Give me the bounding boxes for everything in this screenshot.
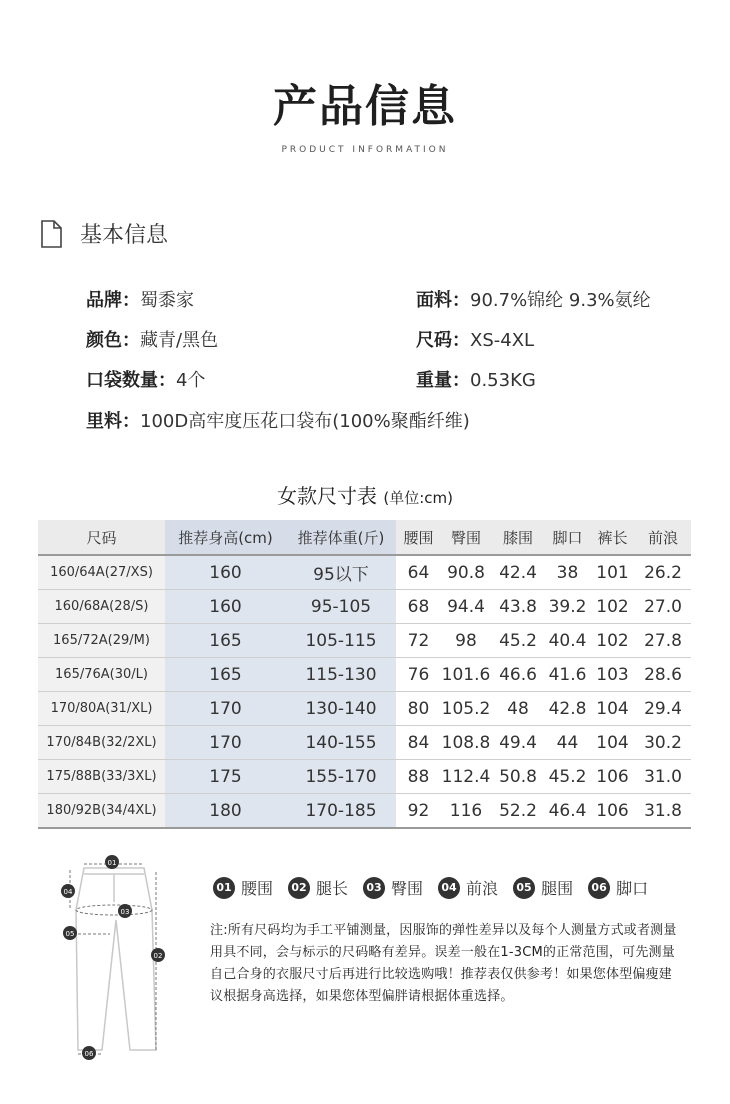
size-table bbox=[38, 520, 691, 829]
table-cell: 46.4 bbox=[545, 794, 590, 829]
size-table-title-text: 女款尺寸表 bbox=[277, 484, 377, 508]
table-cell: 29.4 bbox=[635, 692, 691, 726]
fabric-label: 面料： bbox=[416, 290, 470, 311]
number-badge: 06 bbox=[588, 877, 610, 899]
table-cell: 175 bbox=[165, 760, 286, 794]
table-cell: 26.2 bbox=[635, 555, 691, 590]
table-header-row bbox=[38, 520, 691, 555]
legend-label: 腰围 bbox=[241, 879, 274, 898]
table-cell: 90.8 bbox=[441, 555, 491, 590]
table-cell: 170 bbox=[165, 692, 286, 726]
table-cell: 92 bbox=[396, 794, 441, 829]
pants-measurement-diagram bbox=[52, 850, 172, 1062]
weight-row bbox=[416, 366, 536, 392]
legend-item bbox=[438, 876, 498, 899]
table-cell: 130-140 bbox=[286, 692, 396, 726]
number-badge: 02 bbox=[288, 877, 310, 899]
legend-label: 前浪 bbox=[466, 879, 499, 898]
pockets-value: 4个 bbox=[176, 370, 206, 391]
weight-label: 重量： bbox=[416, 370, 470, 391]
table-row bbox=[38, 692, 691, 726]
size-row bbox=[416, 326, 534, 352]
table-cell: 116 bbox=[441, 794, 491, 829]
table-cell: 170/80A(31/XL) bbox=[38, 692, 165, 726]
number-badge: 05 bbox=[513, 877, 535, 899]
measurement-legend bbox=[213, 876, 663, 899]
table-cell: 42.8 bbox=[545, 692, 590, 726]
table-cell: 31.0 bbox=[635, 760, 691, 794]
table-cell: 102 bbox=[590, 624, 635, 658]
table-cell: 38 bbox=[545, 555, 590, 590]
page-title: 产品信息 bbox=[273, 81, 457, 132]
table-row bbox=[38, 760, 691, 794]
fabric-value: 90.7%锦纶 9.3%氨纶 bbox=[470, 290, 651, 311]
table-cell: 27.0 bbox=[635, 590, 691, 624]
legend-item bbox=[513, 876, 573, 899]
column-header: 推荐体重(斤) bbox=[286, 520, 396, 555]
table-cell: 42.4 bbox=[491, 555, 545, 590]
legend-item bbox=[288, 876, 348, 899]
table-cell: 39.2 bbox=[545, 590, 590, 624]
marker-04: 04 bbox=[63, 888, 73, 896]
table-row bbox=[38, 658, 691, 692]
pockets-label: 口袋数量： bbox=[86, 370, 176, 391]
marker-05: 05 bbox=[65, 930, 75, 938]
table-cell: 160 bbox=[165, 590, 286, 624]
marker-02: 02 bbox=[153, 952, 163, 960]
table-cell: 40.4 bbox=[545, 624, 590, 658]
brand-value: 蜀黍家 bbox=[140, 290, 194, 311]
table-row bbox=[38, 624, 691, 658]
table-cell: 170 bbox=[165, 726, 286, 760]
table-cell: 72 bbox=[396, 624, 441, 658]
table-cell: 27.8 bbox=[635, 624, 691, 658]
table-row bbox=[38, 794, 691, 829]
table-cell: 155-170 bbox=[286, 760, 396, 794]
column-header: 推荐身高(cm) bbox=[165, 520, 286, 555]
table-cell: 64 bbox=[396, 555, 441, 590]
table-cell: 165 bbox=[165, 658, 286, 692]
fabric-row bbox=[416, 286, 651, 312]
color-label: 颜色： bbox=[86, 330, 140, 351]
table-cell: 112.4 bbox=[441, 760, 491, 794]
number-badge: 01 bbox=[213, 877, 235, 899]
table-cell: 101 bbox=[590, 555, 635, 590]
column-header: 脚口 bbox=[545, 520, 590, 555]
table-cell: 41.6 bbox=[545, 658, 590, 692]
weight-value: 0.53KG bbox=[470, 370, 536, 391]
legend-label: 腿围 bbox=[541, 879, 574, 898]
table-cell: 76 bbox=[396, 658, 441, 692]
table-cell: 140-155 bbox=[286, 726, 396, 760]
table-cell: 50.8 bbox=[491, 760, 545, 794]
table-cell: 52.2 bbox=[491, 794, 545, 829]
table-row bbox=[38, 555, 691, 590]
table-cell: 160 bbox=[165, 555, 286, 590]
table-cell: 44 bbox=[545, 726, 590, 760]
table-row bbox=[38, 590, 691, 624]
color-row bbox=[86, 326, 218, 352]
lining-value: 100D高牢度压花口袋布(100%聚酯纤维) bbox=[140, 411, 470, 432]
table-cell: 94.4 bbox=[441, 590, 491, 624]
table-cell: 88 bbox=[396, 760, 441, 794]
table-cell: 101.6 bbox=[441, 658, 491, 692]
table-cell: 108.8 bbox=[441, 726, 491, 760]
table-cell: 45.2 bbox=[491, 624, 545, 658]
brand-row bbox=[86, 286, 194, 312]
table-cell: 95-105 bbox=[286, 590, 396, 624]
size-label: 尺码： bbox=[416, 330, 470, 351]
size-table-unit: (单位:cm) bbox=[383, 489, 453, 507]
table-cell: 80 bbox=[396, 692, 441, 726]
pockets-row bbox=[86, 366, 205, 392]
table-cell: 98 bbox=[441, 624, 491, 658]
color-value: 藏青/黑色 bbox=[140, 330, 219, 351]
size-value: XS-4XL bbox=[470, 330, 535, 351]
number-badge: 03 bbox=[363, 877, 385, 899]
table-cell: 115-130 bbox=[286, 658, 396, 692]
table-cell: 170/84B(32/2XL) bbox=[38, 726, 165, 760]
table-cell: 106 bbox=[590, 794, 635, 829]
table-cell: 45.2 bbox=[545, 760, 590, 794]
column-header: 腰围 bbox=[396, 520, 441, 555]
table-cell: 48 bbox=[491, 692, 545, 726]
column-header: 膝围 bbox=[491, 520, 545, 555]
legend-item bbox=[213, 876, 273, 899]
legend-label: 腿长 bbox=[316, 879, 349, 898]
table-cell: 84 bbox=[396, 726, 441, 760]
table-cell: 106 bbox=[590, 760, 635, 794]
table-cell: 102 bbox=[590, 590, 635, 624]
legend-label: 臀围 bbox=[391, 879, 424, 898]
size-note: 注:所有尺码均为手工平铺测量，因服饰的弹性差异以及每个人测量方式或者测量用具不同，会与标示的尺码略有差异。误差一般在1-3CM的正常范围，可先测量自己合身的衣服尺寸后再进行比较选购哦！推荐表仅供参考！如果您体型偏瘦建议根据身高选择，如果您体型偏胖请根据体重选择。 bbox=[210, 923, 677, 1004]
table-cell: 68 bbox=[396, 590, 441, 624]
page-subtitle: PRODUCT INFORMATION bbox=[281, 145, 449, 155]
table-cell: 103 bbox=[590, 658, 635, 692]
table-cell: 43.8 bbox=[491, 590, 545, 624]
basic-info-heading bbox=[40, 218, 168, 249]
number-badge: 04 bbox=[438, 877, 460, 899]
marker-06: 06 bbox=[84, 1050, 94, 1058]
table-cell: 165/72A(29/M) bbox=[38, 624, 165, 658]
table-cell: 28.6 bbox=[635, 658, 691, 692]
table-cell: 160/64A(27/XS) bbox=[38, 555, 165, 590]
table-cell: 105.2 bbox=[441, 692, 491, 726]
table-cell: 104 bbox=[590, 726, 635, 760]
table-cell: 170-185 bbox=[286, 794, 396, 829]
table-cell: 49.4 bbox=[491, 726, 545, 760]
size-table-title bbox=[0, 480, 730, 509]
column-header: 臀围 bbox=[441, 520, 491, 555]
column-header: 前浪 bbox=[635, 520, 691, 555]
legend-label: 脚口 bbox=[616, 879, 649, 898]
column-header: 尺码 bbox=[38, 520, 165, 555]
table-cell: 30.2 bbox=[635, 726, 691, 760]
lining-row bbox=[86, 407, 470, 433]
table-row bbox=[38, 726, 691, 760]
table-cell: 46.6 bbox=[491, 658, 545, 692]
table-cell: 160/68A(28/S) bbox=[38, 590, 165, 624]
table-cell: 165/76A(30/L) bbox=[38, 658, 165, 692]
table-cell: 31.8 bbox=[635, 794, 691, 829]
column-header: 裤长 bbox=[590, 520, 635, 555]
table-cell: 180/92B(34/4XL) bbox=[38, 794, 165, 829]
document-icon bbox=[40, 220, 62, 248]
marker-03: 03 bbox=[120, 908, 130, 916]
table-cell: 180 bbox=[165, 794, 286, 829]
lining-label: 里料： bbox=[86, 411, 140, 432]
table-cell: 165 bbox=[165, 624, 286, 658]
legend-item bbox=[588, 876, 648, 899]
table-cell: 105-115 bbox=[286, 624, 396, 658]
legend-item bbox=[363, 876, 423, 899]
marker-01: 01 bbox=[107, 859, 117, 867]
brand-label: 品牌： bbox=[86, 290, 140, 311]
table-cell: 95以下 bbox=[286, 555, 396, 590]
table-cell: 104 bbox=[590, 692, 635, 726]
section-title: 基本信息 bbox=[80, 223, 169, 248]
table-cell: 175/88B(33/3XL) bbox=[38, 760, 165, 794]
